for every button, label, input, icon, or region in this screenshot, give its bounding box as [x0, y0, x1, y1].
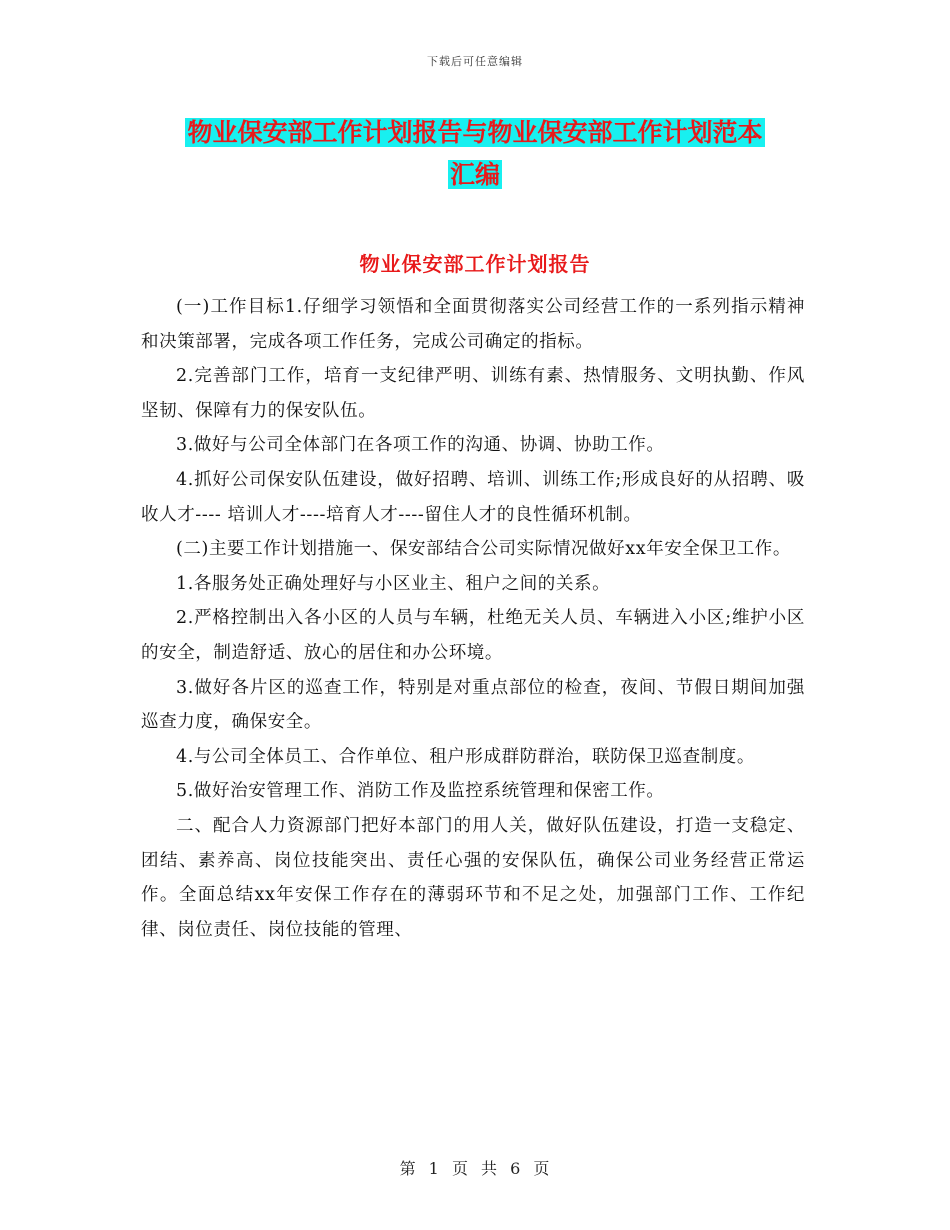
header-note: 下载后可任意编辑: [427, 55, 523, 68]
paragraph: 2.完善部门工作，培育一支纪律严明、训练有素、热情服务、文明执勤、作风坚韧、保障有力的保安队伍。: [141, 366, 805, 421]
document-title-line-1: 物业保安部工作计划报告与物业保安部工作计划范本: [187, 118, 763, 147]
document-body: [141, 290, 805, 947]
paragraph: (二)主要工作计划措施一、保安部结合公司实际情况做好xx年安全保卫工作。: [176, 539, 791, 560]
document-title-line-2: 汇编: [449, 160, 500, 189]
paragraph: 二、配合人力资源部门把好本部门的用人关，做好队伍建设，打造一支稳定、团结、素养高、岗位技能突出、责任心强的安保队伍，确保公司业务经营正常运作。全面总结xx年安保工作存在的薄弱环节和不足之处，加强部门工作、工作纪律、岗位责任、岗位技能的管理、: [141, 815, 805, 940]
paragraph: 3.做好与公司全体部门在各项工作的沟通、协调、协助工作。: [176, 435, 665, 456]
paragraph: 5.做好治安管理工作、消防工作及监控系统管理和保密工作。: [176, 781, 665, 802]
paragraph: (一)工作目标1.仔细学习领悟和全面贯彻落实公司经营工作的一系列指示精神和决策部署，完成各项工作任务，完成公司确定的指标。: [141, 297, 805, 352]
paragraph: 4.与公司全体员工、合作单位、租户形成群防群治，联防保卫巡查制度。: [176, 746, 755, 767]
section-title: 物业保安部工作计划报告: [359, 252, 591, 276]
paragraph: 1.各服务处正确处理好与小区业主、租户之间的关系。: [176, 573, 611, 594]
paragraph: 4.抓好公司保安队伍建设，做好招聘、培训、训练工作;形成良好的从招聘、吸收人才---- 培训人才----培育人才----留住人才的良性循环机制。: [141, 469, 805, 525]
paragraph: 3.做好各片区的巡查工作，特别是对重点部位的检查，夜间、节假日期间加强巡查力度，确保安全。: [141, 677, 805, 733]
document-title: [150, 112, 800, 196]
page-number-footer: 第 1 页 共 6 页: [399, 1159, 551, 1178]
paragraph: 2.严格控制出入各小区的人员与车辆，杜绝无关人员、车辆进入小区;维护小区的安全，制造舒适、放心的居住和办公环境。: [141, 608, 805, 663]
